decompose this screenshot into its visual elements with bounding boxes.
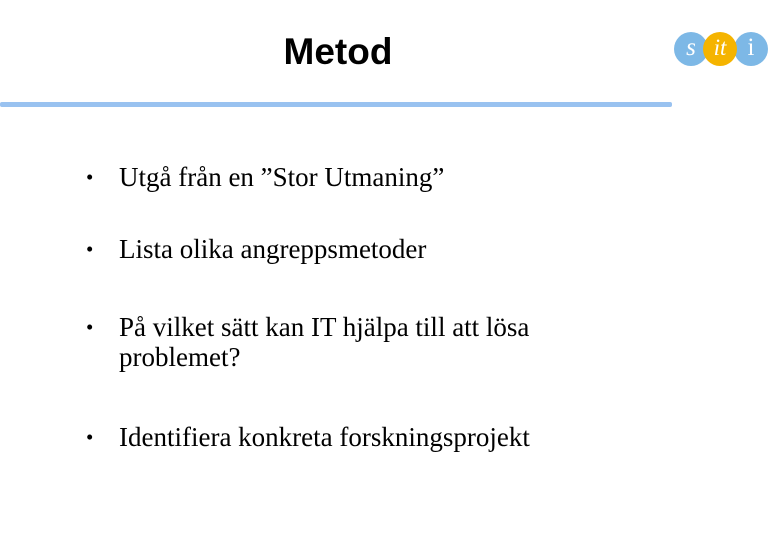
bullet-item <box>86 422 646 452</box>
bullet-item <box>86 162 646 192</box>
logo-letter-s: s <box>674 32 708 66</box>
bullet-text: På vilket sätt kan IT hjälpa till att lösa problemet? <box>119 312 530 372</box>
bullet-list <box>86 156 646 452</box>
logo-letter-it: it <box>703 32 737 66</box>
bullet-marker: • <box>86 315 94 339</box>
bullet-item <box>86 312 646 372</box>
siti-logo <box>674 32 770 68</box>
bullet-marker: • <box>86 165 94 189</box>
slide-title: Metod <box>283 31 393 72</box>
bullet-text: Utgå från en ”Stor Utmaning” <box>119 162 445 192</box>
title-underline <box>0 102 672 107</box>
bullet-marker: • <box>86 237 94 261</box>
logo-letter-i: i <box>734 32 768 66</box>
bullet-text: Identifiera konkreta forskningsprojekt <box>119 422 530 452</box>
bullet-marker: • <box>86 425 94 449</box>
bullet-item <box>86 234 646 264</box>
bullet-text: Lista olika angreppsmetoder <box>119 234 427 264</box>
